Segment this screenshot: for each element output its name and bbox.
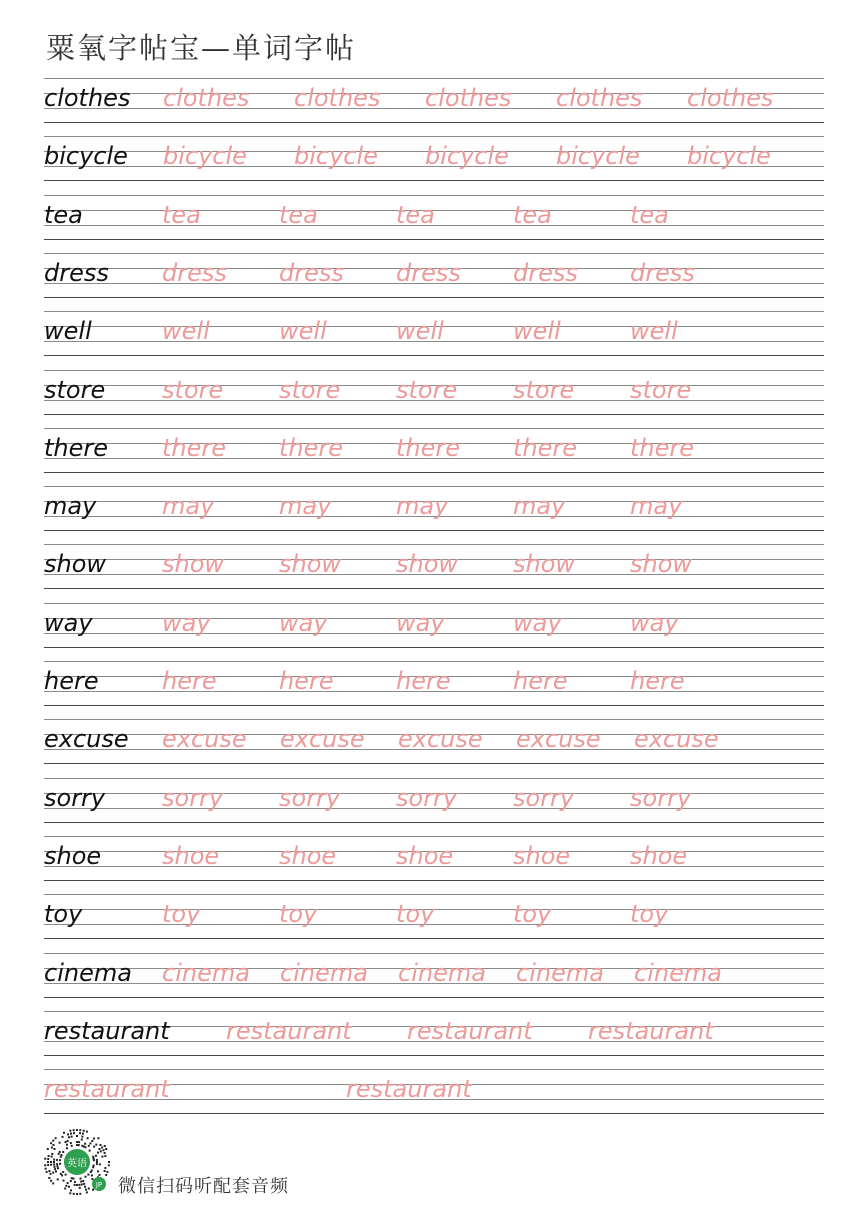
word-main: cinema (44, 958, 132, 987)
ruling-line (44, 311, 824, 312)
word-trace: restaurant (226, 1016, 352, 1045)
word-trace: dress (630, 258, 695, 287)
ruling-line (44, 122, 824, 123)
word-trace: here (279, 667, 334, 695)
ruling-line (44, 544, 824, 545)
word-main: excuse (44, 725, 129, 754)
word-trace: well (513, 317, 561, 346)
qr-badge-label: JP (95, 1181, 103, 1189)
word-trace: excuse (398, 725, 483, 754)
word-main: may (44, 492, 97, 521)
word-trace: cinema (516, 958, 604, 987)
ruling-line (44, 705, 824, 706)
ruling-line (44, 78, 824, 79)
word-main: there (44, 433, 109, 462)
ruling-line (44, 428, 824, 429)
word-trace: toy (162, 900, 201, 929)
word-trace: cinema (398, 958, 486, 987)
word-trace: show (396, 550, 459, 579)
word-trace: store (162, 375, 224, 404)
word-main: clothes (44, 84, 131, 112)
word-trace: shoe (279, 841, 337, 870)
footer-caption: 微信扫码听配套音频 (118, 1176, 289, 1197)
word-trace: well (162, 317, 210, 346)
word-trace: bicycle (687, 142, 771, 171)
word-main: show (44, 550, 107, 579)
word-main: restaurant (44, 1016, 170, 1045)
word-trace: there (279, 433, 344, 462)
word-trace: toy (396, 900, 435, 929)
ruling-line (44, 297, 824, 298)
word-trace: sorry (279, 783, 341, 812)
word-trace: sorry (396, 783, 458, 812)
ruling-line (44, 253, 824, 254)
word-trace: way (630, 608, 679, 637)
word-trace: cinema (162, 958, 250, 987)
word-trace: sorry (162, 783, 224, 812)
word-main: store (44, 375, 106, 404)
word-trace: shoe (396, 841, 454, 870)
ruling-line (44, 661, 824, 662)
word-main: well (44, 317, 92, 346)
word-main: dress (44, 258, 109, 287)
ruling-line (44, 355, 824, 356)
ruling-line (44, 1055, 824, 1056)
word-trace: toy (513, 900, 552, 929)
word-trace: tea (162, 200, 201, 229)
ruling-line (44, 370, 824, 371)
ruling-line (44, 588, 824, 589)
word-main: shoe (44, 841, 102, 870)
ruling-line (44, 880, 824, 881)
word-main: tea (44, 200, 83, 229)
word-trace: way (279, 608, 328, 637)
word-trace: excuse (634, 725, 719, 754)
word-trace: may (513, 492, 566, 521)
word-trace: way (513, 608, 562, 637)
word-trace: clothes (425, 84, 512, 112)
word-trace: excuse (280, 725, 365, 754)
ruling-line (44, 530, 824, 531)
word-trace: shoe (162, 841, 220, 870)
word-trace: restaurant (44, 1075, 170, 1104)
word-trace: restaurant (346, 1075, 472, 1104)
word-trace: well (279, 317, 327, 346)
word-trace: clothes (556, 84, 643, 112)
word-trace: may (396, 492, 449, 521)
word-trace: dress (162, 258, 227, 287)
ruling-line (44, 719, 824, 720)
word-trace: bicycle (425, 142, 509, 171)
word-trace: there (630, 433, 695, 462)
word-trace: dress (279, 258, 344, 287)
word-main: way (44, 608, 93, 637)
word-trace: way (162, 608, 211, 637)
word-trace: clothes (163, 84, 250, 112)
word-trace: toy (279, 900, 318, 929)
ruling-line (44, 894, 824, 895)
word-trace: restaurant (588, 1016, 714, 1045)
ruling-line (44, 763, 824, 764)
word-trace: here (162, 667, 217, 695)
word-trace: here (630, 667, 685, 695)
word-main: toy (44, 900, 83, 929)
ruling-line (44, 778, 824, 779)
word-main: here (44, 667, 99, 695)
ruling-line (44, 1069, 824, 1070)
ruling-line (44, 953, 824, 954)
ruling-line (44, 1011, 824, 1012)
word-trace: cinema (634, 958, 722, 987)
qr-center-label: 英语 (67, 1158, 87, 1170)
word-trace: here (396, 667, 451, 695)
word-trace: excuse (516, 725, 601, 754)
word-trace: dress (513, 258, 578, 287)
word-trace: there (513, 433, 578, 462)
ruling-line (44, 414, 824, 415)
ruling-line (44, 486, 824, 487)
word-trace: show (630, 550, 693, 579)
word-trace: excuse (162, 725, 247, 754)
word-main: bicycle (44, 142, 128, 171)
ruling-line (44, 136, 824, 137)
word-trace: may (162, 492, 215, 521)
qr-code-icon (42, 1128, 112, 1198)
word-trace: well (396, 317, 444, 346)
word-trace: shoe (630, 841, 688, 870)
ruling-line (44, 195, 824, 196)
word-trace: here (513, 667, 568, 695)
word-trace: store (396, 375, 458, 404)
word-trace: tea (630, 200, 669, 229)
page-title: 粟氧字帖宝—单词字帖 (46, 31, 357, 65)
word-trace: tea (513, 200, 552, 229)
ruling-line (44, 472, 824, 473)
word-main: sorry (44, 783, 106, 812)
word-trace: store (513, 375, 575, 404)
word-trace: tea (396, 200, 435, 229)
word-trace: well (630, 317, 678, 346)
word-trace: sorry (513, 783, 575, 812)
word-trace: restaurant (407, 1016, 533, 1045)
word-trace: sorry (630, 783, 692, 812)
word-trace: show (279, 550, 342, 579)
word-trace: may (279, 492, 332, 521)
ruling-line (44, 180, 824, 181)
ruling-line (44, 603, 824, 604)
word-trace: show (513, 550, 576, 579)
word-trace: clothes (294, 84, 381, 112)
ruling-line (44, 938, 824, 939)
word-trace: dress (396, 258, 461, 287)
ruling-line (44, 1113, 824, 1114)
word-trace: cinema (280, 958, 368, 987)
word-trace: show (162, 550, 225, 579)
word-trace: way (396, 608, 445, 637)
word-trace: there (396, 433, 461, 462)
ruling-line (44, 822, 824, 823)
word-trace: there (162, 433, 227, 462)
word-trace: bicycle (163, 142, 247, 171)
ruling-line (44, 836, 824, 837)
ruling-line (44, 997, 824, 998)
word-trace: may (630, 492, 683, 521)
word-trace: store (630, 375, 692, 404)
word-trace: tea (279, 200, 318, 229)
word-trace: shoe (513, 841, 571, 870)
word-trace: store (279, 375, 341, 404)
word-trace: bicycle (294, 142, 378, 171)
word-trace: toy (630, 900, 669, 929)
word-trace: bicycle (556, 142, 640, 171)
word-trace: clothes (687, 84, 774, 112)
ruling-line (44, 647, 824, 648)
ruling-line (44, 239, 824, 240)
